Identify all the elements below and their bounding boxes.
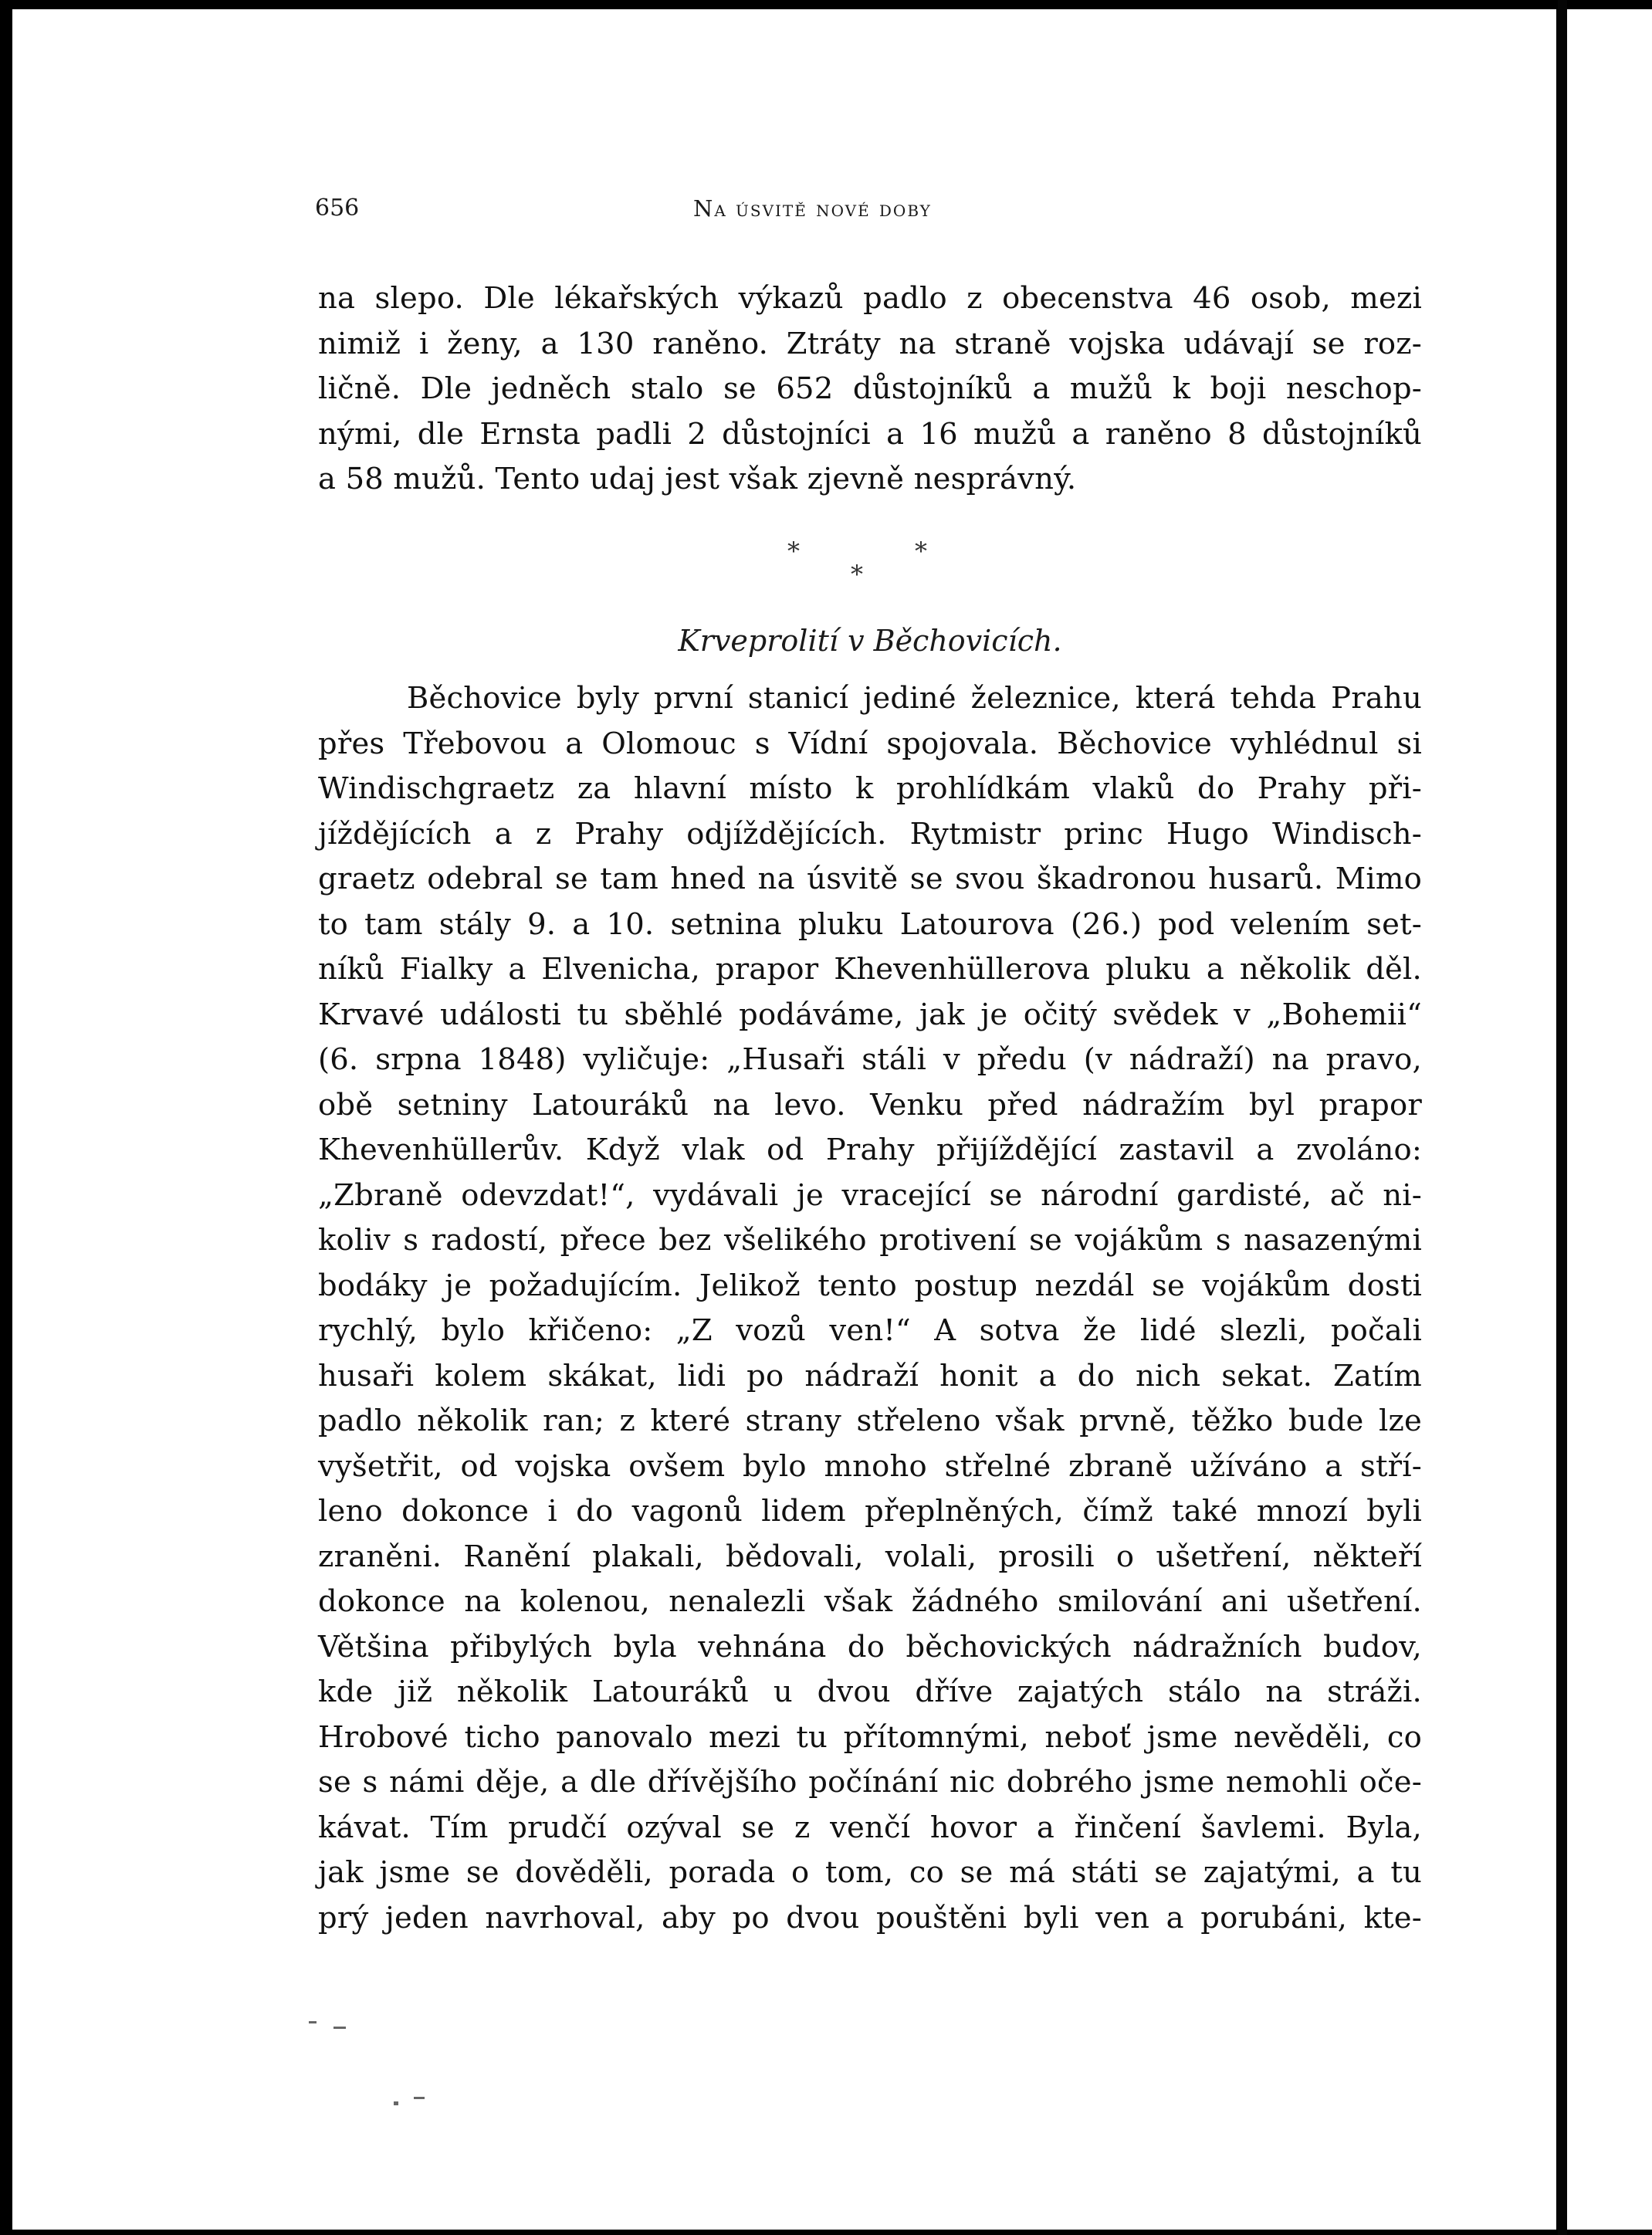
text-line: níků Fialky a Elvenicha, prapor Khevenhüllerova pluku a několik děl. bbox=[318, 952, 1422, 987]
text-line: rychlý, bylo křičeno: „Z vozů ven!“ A sotva že lidé slezli, počali bbox=[318, 1313, 1422, 1348]
text-line: obě setniny Latouráků na levo. Venku před nádražím byl prapor bbox=[318, 1087, 1422, 1123]
text-line: dokonce na kolenou, nenalezli však žádného smilování ani ušetření. bbox=[318, 1584, 1422, 1619]
scan-smudge bbox=[333, 2027, 346, 2029]
text-line: leno dokonce i do vagonů lidem přeplněných, čímž také mnozí byli bbox=[318, 1494, 1422, 1529]
text-line: Krvavé události tu sběhlé podáváme, jak je očitý svědek v „Bohemii“ bbox=[318, 997, 1422, 1032]
text-line: zraněni. Ranění plakali, bědovali, volali, prosili o ušetření, někteří bbox=[318, 1539, 1422, 1574]
text-line: jíždějících a z Prahy odjíždějících. Rytmistr princ Hugo Windisch- bbox=[318, 816, 1422, 852]
text-line: (6. srpna 1848) vyličuje: „Husaři stáli v předu (v nádraží) na pravo, bbox=[318, 1042, 1422, 1077]
text-line: to tam stály 9. a 10. setnina pluku Latourova (26.) pod velením set- bbox=[318, 906, 1422, 942]
text-line: kde již několik Latouráků u dvou dříve zajatých stálo na stráži. bbox=[318, 1675, 1422, 1709]
text-line: vyšetřit, od vojska ovšem bylo mnoho střelné zbraně užíváno a stří- bbox=[318, 1448, 1422, 1484]
section-title: Krveprolití v Běchovicích. bbox=[678, 624, 1062, 658]
text-line: Běchovice byly první stanicí jediné železnice, která tehda Prahu bbox=[407, 681, 1422, 716]
text-line: na slepo. Dle lékařských výkazů padlo z obecenstva 46 osob, mezi bbox=[318, 281, 1422, 316]
asterisk-icon: * bbox=[851, 560, 863, 589]
adjacent-page-margin bbox=[1567, 9, 1652, 2230]
text-line: ličně. Dle jedněch stalo se 652 důstojníků a mužů k boji neschop- bbox=[318, 371, 1422, 406]
asterisk-icon: * bbox=[787, 537, 800, 566]
text-line: husaři kolem skákat, lidi po nádraží honit a do nich sekat. Zatím bbox=[318, 1358, 1422, 1393]
text-line: prý jeden navrhoval, aby po dvou pouštěni byli ven a porubáni, kte- bbox=[318, 1900, 1422, 1935]
paragraph-1 bbox=[318, 276, 1422, 503]
page-edge-shadow bbox=[1558, 0, 1567, 2235]
text-line: se s námi děje, a dle dřívějšího počínání nic dobrého jsme nemohli oče- bbox=[318, 1765, 1422, 1800]
text-line: přes Třebovou a Olomouc s Vídní spojovala. Běchovice vyhlédnul si bbox=[318, 726, 1422, 761]
scan-smudge bbox=[394, 2101, 398, 2105]
text-line: jak jsme se dověděli, porada o tom, co se má státi se zajatými, a tu bbox=[318, 1855, 1422, 1890]
text-line: Hrobové ticho panovalo mezi tu přítomnými, neboť jsme nevěděli, co bbox=[318, 1719, 1422, 1755]
text-line: koliv s radostí, přece bez všelikého protivení se vojákům s nasazenými bbox=[318, 1223, 1422, 1258]
text-line: padlo několik ran; z které strany střeleno však prvně, těžko bude lze bbox=[318, 1404, 1422, 1438]
text-line: bodáky je požadujícím. Jelikož tento postup nezdál se vojákům dosti bbox=[318, 1268, 1422, 1303]
text-line: „Zbraně odevzdat!“, vydávali je vracející se národní gardisté, ač ni- bbox=[318, 1177, 1422, 1213]
text-line: a 58 mužů. Tento udaj jest však zjevně nesprávný. bbox=[318, 462, 1077, 496]
running-title: Na úsvitě nové doby bbox=[693, 195, 932, 222]
asterisk-icon: * bbox=[915, 537, 927, 566]
scan-smudge bbox=[309, 2021, 317, 2023]
page-header bbox=[315, 189, 1033, 228]
text-line: nimiž i ženy, a 130 raněno. Ztráty na straně vojska udávají se roz- bbox=[318, 326, 1422, 361]
scan-smudge bbox=[414, 2097, 425, 2099]
page-number: 656 bbox=[315, 195, 360, 222]
paragraph-2 bbox=[318, 676, 1422, 1941]
text-line: Khevenhüllerův. Když vlak od Prahy přijíždějící zastavil a zvoláno: bbox=[318, 1133, 1422, 1167]
text-line: graetz odebral se tam hned na úsvitě se svou škadronou husarů. Mimo bbox=[318, 862, 1422, 896]
text-line: nými, dle Ernsta padli 2 důstojníci a 16 mužů a raněno 8 důstojníků bbox=[318, 416, 1422, 452]
text-line: kávat. Tím prudčí ozýval se z venčí hovor a řinčení šavlemi. Byla, bbox=[318, 1810, 1422, 1845]
text-line: Většina přibylých byla vehnána do běchovických nádražních budov, bbox=[318, 1629, 1422, 1664]
text-line: Windischgraetz za hlavní místo k prohlídkám vlaků do Prahy při- bbox=[318, 771, 1422, 806]
asterism-divider bbox=[741, 537, 942, 598]
